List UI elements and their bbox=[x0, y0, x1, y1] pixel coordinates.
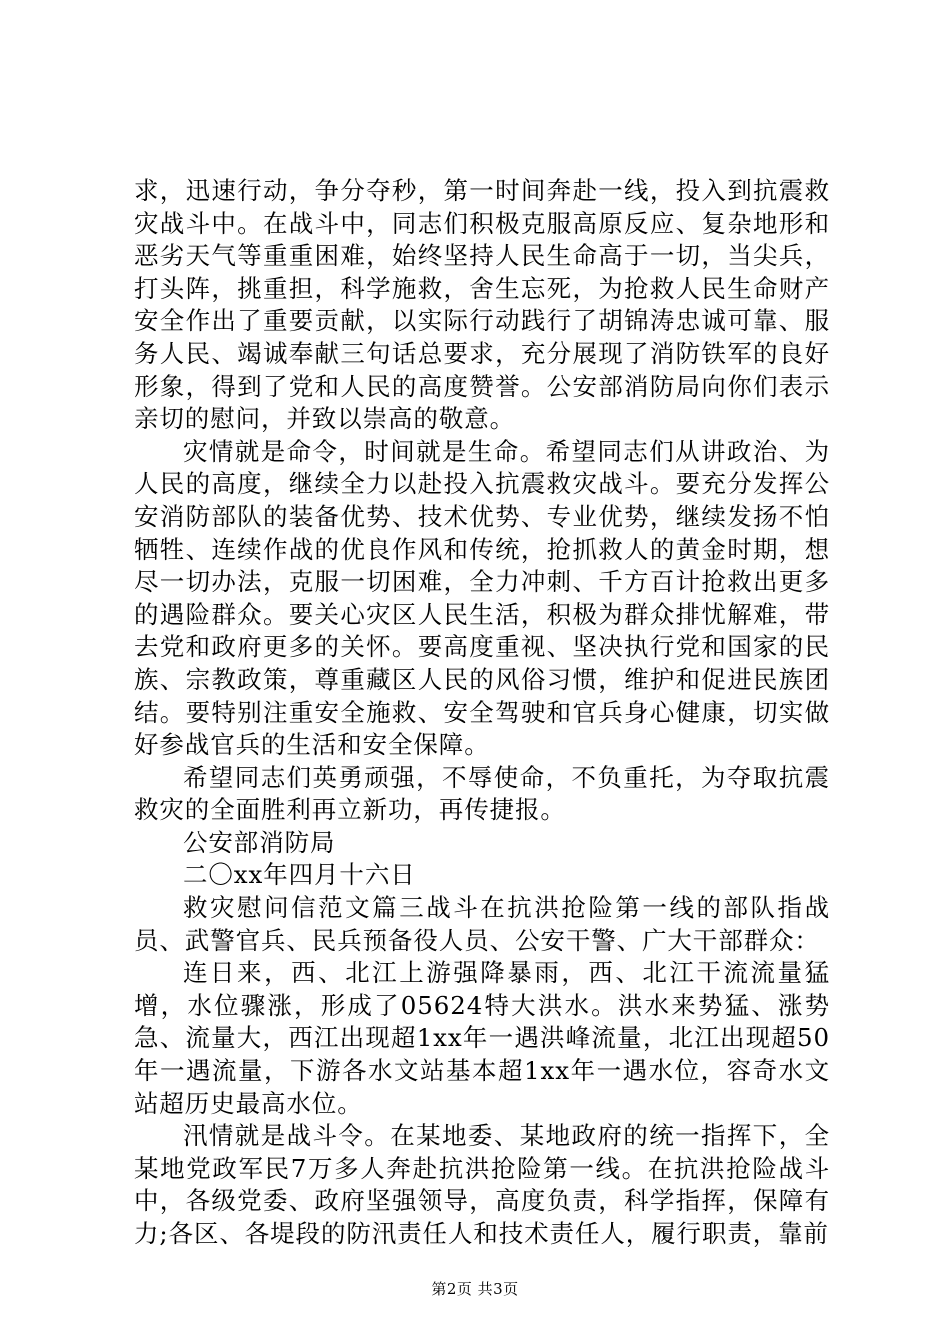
page-number: 第2页 共3页 bbox=[431, 1280, 519, 1298]
paragraph-2: 灾情就是命令，时间就是生命。希望同志们从讲政治、为人民的高度，继续全力以赴投入抗震救灾战斗。要充分发挥公安消防部队的装备优势、技术优势、专业优势，继续发扬不怕牺牲、连续作战的优良作风和传统，抢抓救人的黄金时期，想尽一切办法，克服一切困难，全力冲刺、千方百计抢救出更多的遇险群众。要关心灾区人民生活，积极为群众排忧解难，带去党和政府更多的关怀。要高度重视、坚决执行党和国家的民族、宗教政策，尊重藏区人民的风俗习惯，维护和促进民族团结。要特别注重安全施救、安全驾驶和官兵身心健康，切实做好参战官兵的生活和安全保障。 bbox=[134, 436, 830, 760]
paragraph-8: 汛情就是战斗令。在某地委、某地政府的统一指挥下，全某地党政军民7万多人奔赴抗洪抢险第一线。在抗洪抢险战斗中，各级党委、政府坚强领导，高度负责，科学指挥，保障有力;各区、各堤段的防汛责任人和技术责任人，履行职责，靠前 bbox=[134, 1121, 830, 1248]
signature-org: 公安部消防局 bbox=[183, 827, 336, 857]
paragraph-3: 希望同志们英勇顽强，不辱使命，不负重托，为夺取抗震救灾的全面胜利再立新功，再传捷报。 bbox=[134, 762, 830, 825]
paragraph-1: 求，迅速行动，争分夺秒，第一时间奔赴一线，投入到抗震救灾战斗中。在战斗中，同志们积极克服高原反应、复杂地形和恶劣天气等重重困难，始终坚持人民生命高于一切，当尖兵，打头阵，挑重担，科学施救，舍生忘死，为抢救人民生命财产安全作出了重要贡献，以实际行动践行了胡锦涛忠诚可靠、服务人民、竭诚奉献三句话总要求，充分展现了消防铁军的良好形象，得到了党和人民的高度赞誉。公安部消防局向你们表示亲切的慰问，并致以崇高的敬意。 bbox=[134, 176, 830, 434]
paragraph-6: 救灾慰问信范文篇三战斗在抗洪抢险第一线的部队指战员、武警官兵、民兵预备役人员、公安干警、广大干部群众： bbox=[134, 893, 830, 955]
paragraph-7: 连日来，西、北江上游强降暴雨，西、北江干流流量猛增，水位骤涨，形成了05624特大洪水。洪水来势猛、涨势急、流量大，西江出现超1xx年一遇洪峰流量，北江出现超50年一遇流量，下游各水文站基本超1xx年一遇水位，容奇水文站超历史最高水位。 bbox=[134, 958, 830, 1118]
signature-date: 二〇xx年四月十六日 bbox=[183, 860, 416, 890]
document-body bbox=[134, 175, 830, 1251]
